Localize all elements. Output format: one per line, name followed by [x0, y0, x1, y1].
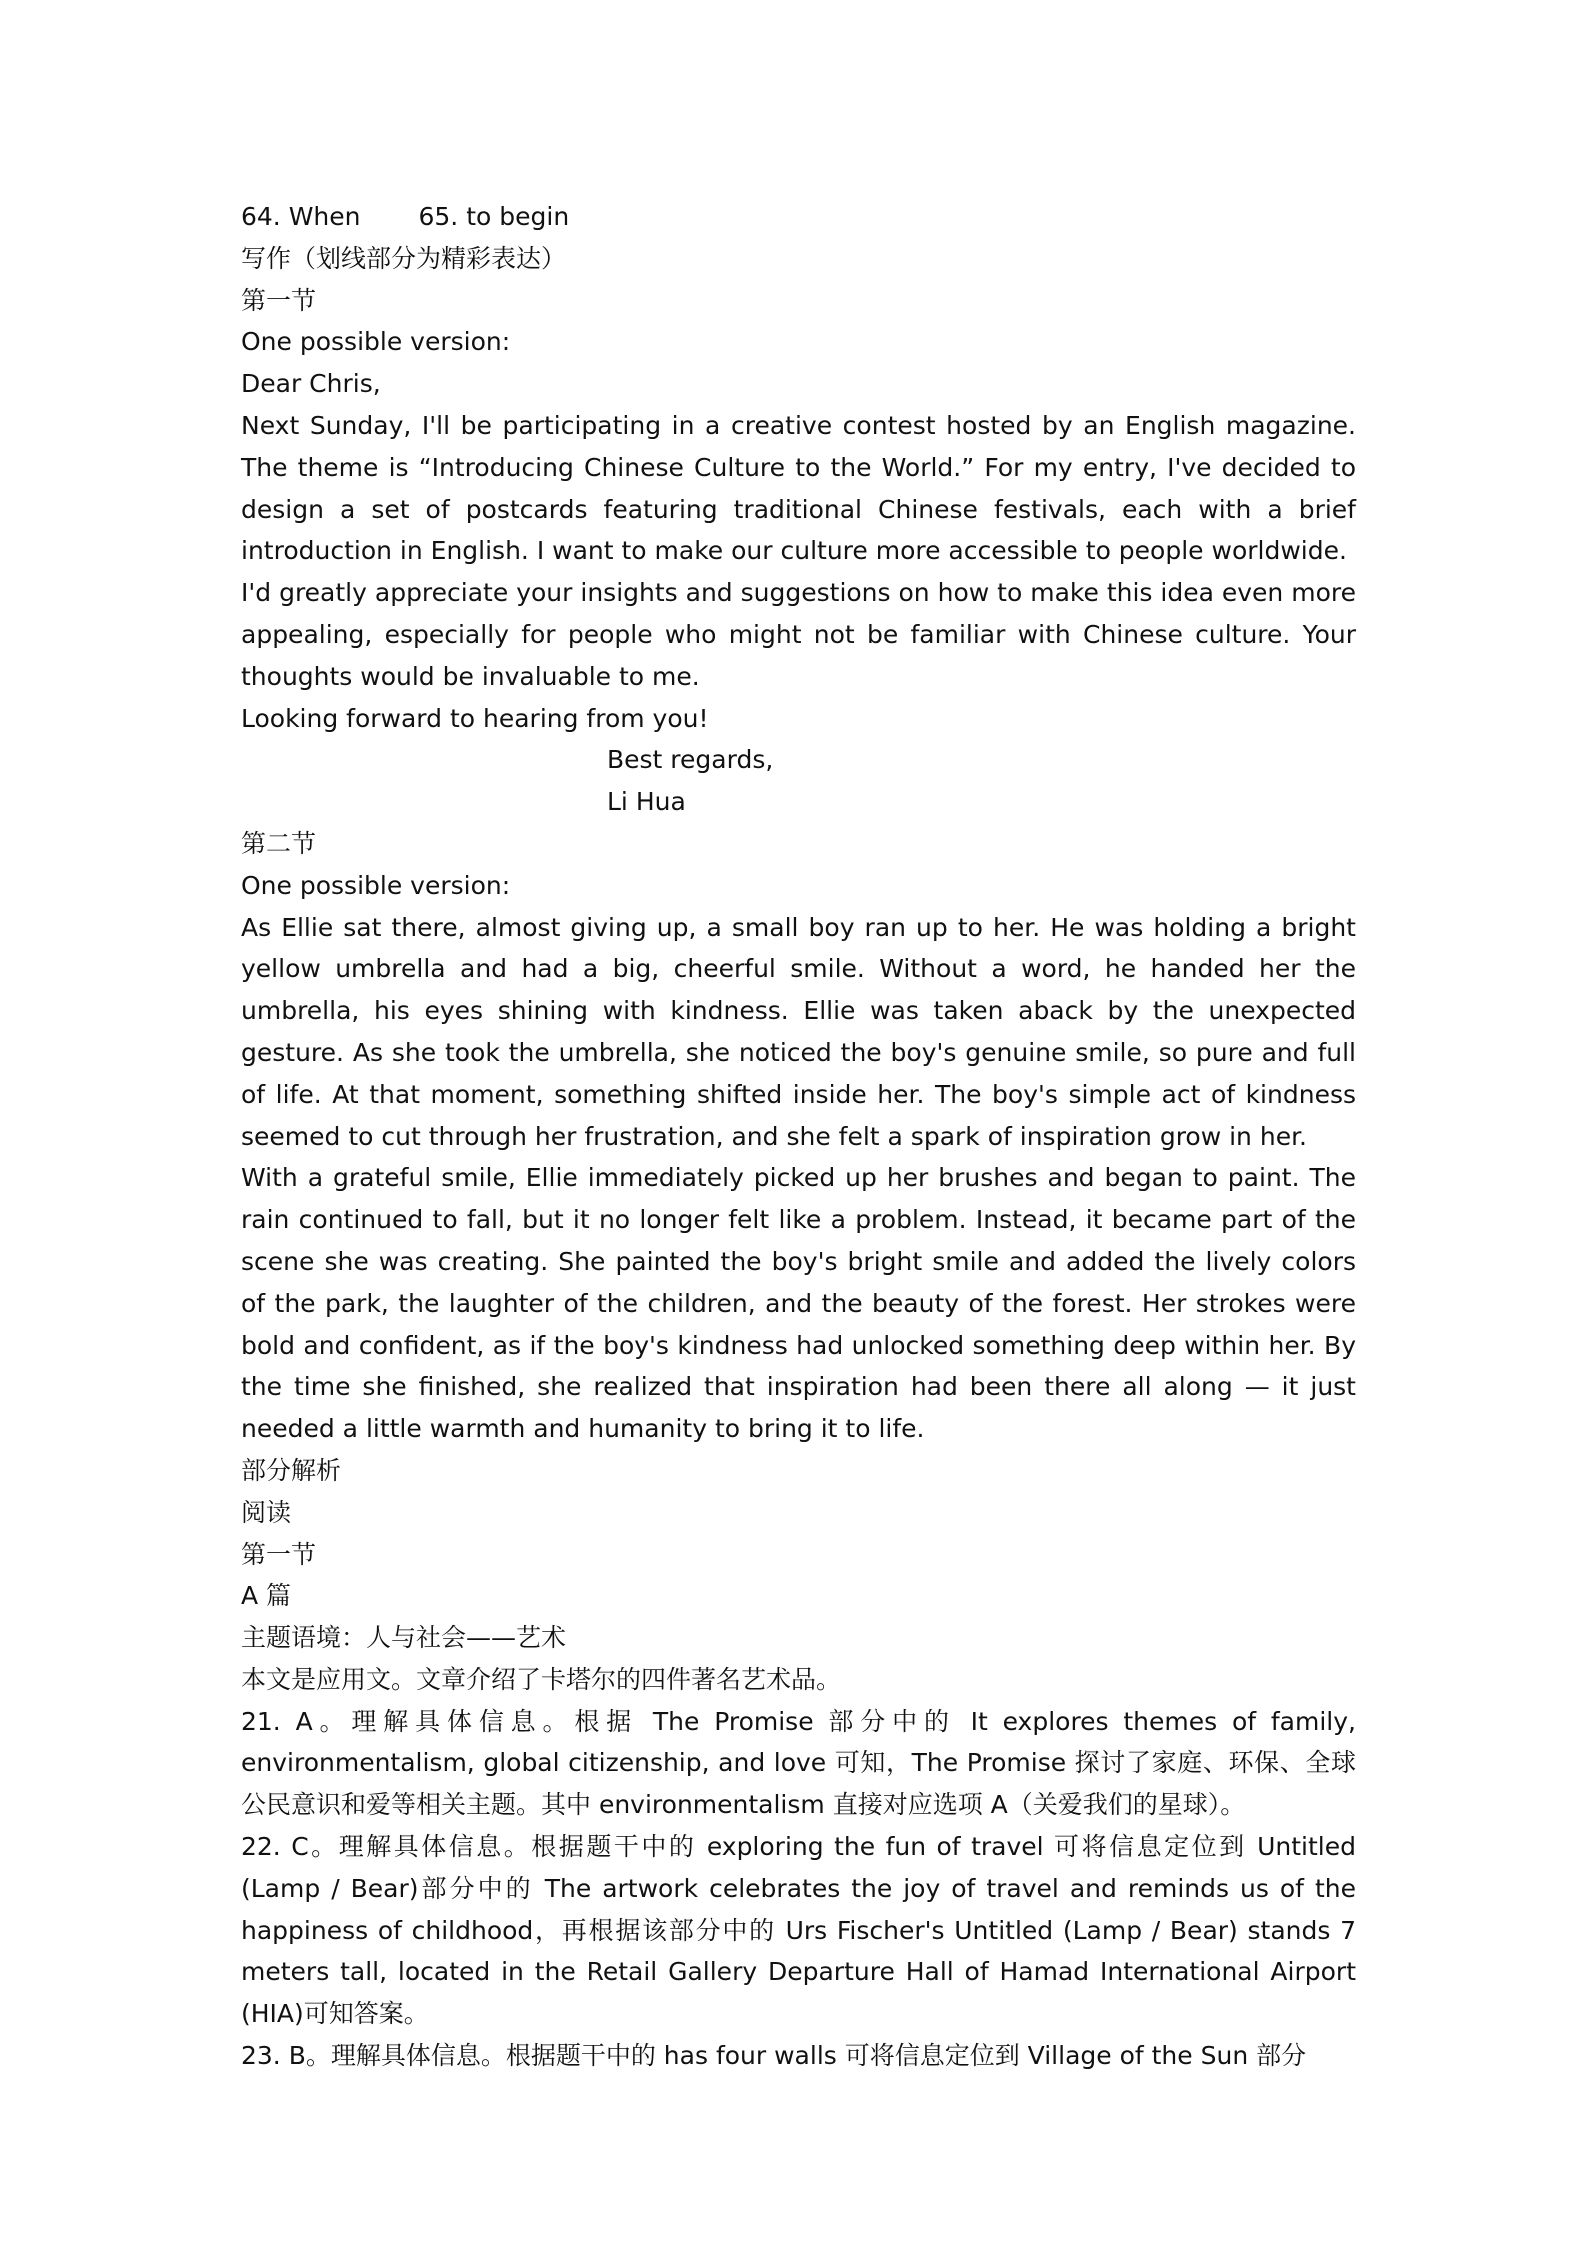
question-22-analysis: 22. C。理解具体信息。根据题干中的 exploring the fun of travel 可将信息定位到 Untitled (Lamp / Bear)部分中的 The artwork celebrates the joy of travel and reminds us of the happiness of childhood，再根据该部分中的 Urs Fischer's Untitled (Lamp / Bear) stands 7 meters tall, located in the Retail Gallery Departure Hall of Hamad International Airport (HIA)可知答案。	[241, 1832, 1364, 2029]
writing-section1-title: 第一节	[241, 285, 317, 315]
question-23-analysis: 23. B。理解具体信息。根据题干中的 has four walls 可将信息定位到 Village of the Sun 部分	[241, 2041, 1307, 2071]
writing-section1-version-label: One possible version:	[241, 327, 511, 357]
story-paragraph-2: With a grateful smile, Ellie immediately picked up her brushes and began to paint. The rain continued to fall, but it no longer felt like a problem. Instead, it became part of the scene she was creating. She painted the boy's bright smile and added the lively colors of the park, the laughter of the children, and the beauty of the forest. Her strokes were bold and confident, as if the boy's kindness had unlocked something deep within her. By the time she finished, she realized that inspiration had been there all along — it just needed a little warmth and humanity to bring it to life.	[241, 1163, 1364, 1444]
letter-paragraph-1: Next Sunday, I'll be participating in a creative contest hosted by an English magazine. The theme is “Introducing Chinese Culture to the World.” For my entry, I've decided to design a set of postcards featuring traditional Chinese festivals, each with a brief introduction in English. I want to make our culture more accessible to people worldwide.	[241, 410, 1364, 566]
letter-signoff: Best regards,	[607, 745, 774, 775]
passage-label: A 篇	[241, 1581, 292, 1611]
analysis-header: 部分解析	[241, 1455, 342, 1485]
question-21-analysis: 21. A。理解具体信息。根据 The Promise 部分中的 It explores themes of family, environmentalism, global citizenship, and love 可知，The Promise 探讨了家庭、环保、全球公民意识和爱等相关主题。其中 environmentalism 直接对应选项 A（关爱我们的星球）。	[241, 1706, 1364, 1820]
writing-section2-version-label: One possible version:	[241, 870, 511, 900]
letter-greeting: Dear Chris,	[241, 369, 381, 399]
answer-row	[241, 196, 1356, 238]
letter-paragraph-2: I'd greatly appreciate your insights and suggestions on how to make this idea even more appealing, especially for people who might not be familiar with Chinese culture. Your thoughts would be invaluable to me.	[241, 578, 1364, 691]
letter-signature-name: Li Hua	[607, 787, 686, 817]
document-page	[241, 196, 1364, 2077]
writing-section2-title: 第二节	[241, 828, 317, 858]
answer-64: 64. When	[241, 202, 361, 231]
reading-section1-title: 第一节	[241, 1539, 317, 1569]
writing-header: 写作（划线部分为精彩表达）	[241, 243, 567, 273]
answer-65: 65. to begin	[418, 202, 570, 231]
story-paragraph-1: As Ellie sat there, almost giving up, a small boy ran up to her. He was holding a bright yellow umbrella and had a big, cheerful smile. Without a word, he handed her the umbrella, his eyes shining with kindness. Ellie was taken aback by the unexpected gesture. As she took the umbrella, she noticed the boy's genuine smile, so pure and full of life. At that moment, something shifted inside her. The boy's simple act of kindness seemed to cut through her frustration, and she felt a spark of inspiration grow in her.	[241, 912, 1364, 1151]
passage-summary: 本文是应用文。文章介绍了卡塔尔的四件著名艺术品。	[241, 1664, 842, 1694]
letter-closing-line: Looking forward to hearing from you!	[241, 703, 709, 733]
reading-header: 阅读	[241, 1497, 292, 1527]
passage-theme: 主题语境：人与社会——艺术	[241, 1623, 567, 1653]
